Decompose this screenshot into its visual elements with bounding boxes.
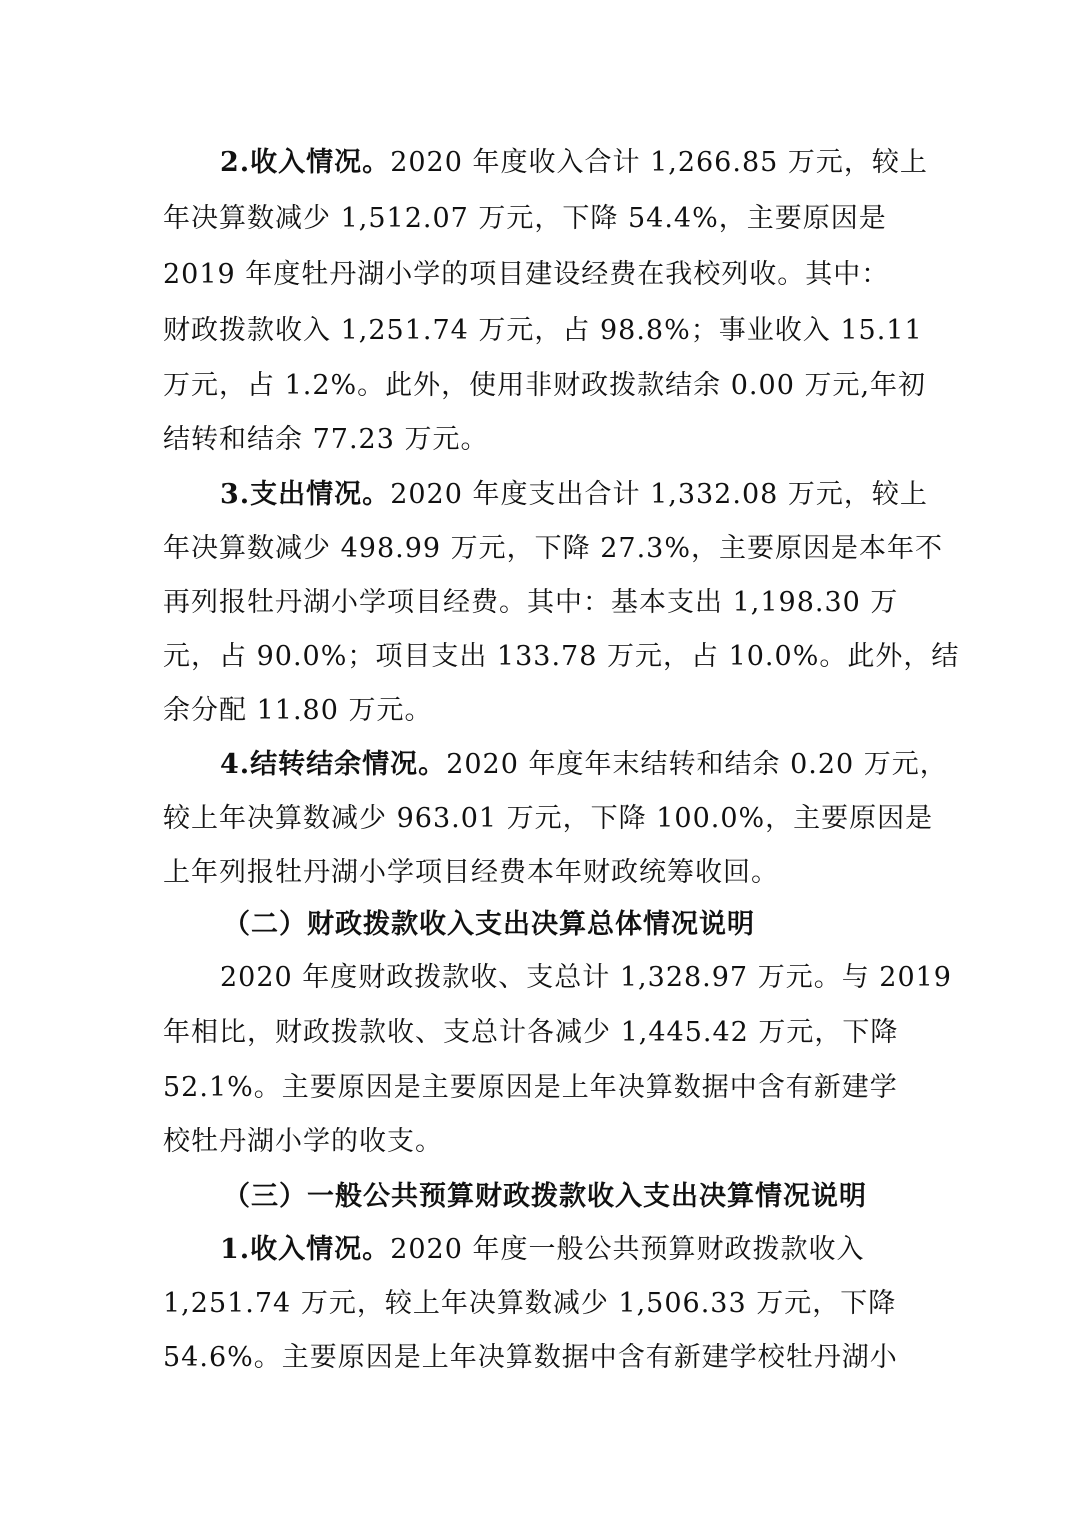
- general-income-text-1: 2020 年度一般公共预算财政拨款收入: [390, 1234, 865, 1265]
- balance-text-1: 2020 年度年末结转和结余 0.20 万元，: [446, 749, 948, 780]
- balance-lead: 4.结转结余情况。: [220, 749, 447, 780]
- paragraph-income-line-3: 2019 年度牡丹湖小学的项目建设经费在我校列收。其中：: [163, 259, 890, 290]
- expense-text-1: 2020 年度支出合计 1,332.08 万元，较上: [390, 479, 928, 510]
- paragraph-income-line-1: [220, 143, 928, 183]
- paragraph-fiscal-total-line-1: 2020 年度财政拨款收、支总计 1,328.97 万元。与 2019: [220, 962, 952, 993]
- general-income-lead: 1.收入情况。: [220, 1234, 391, 1265]
- paragraph-income-line-4: 财政拨款收入 1,251.74 万元，占 98.8%；事业收入 15.11: [163, 315, 923, 346]
- paragraph-expense-line-2: 年决算数减少 498.99 万元，下降 27.3%，主要原因是本年不: [163, 533, 943, 564]
- paragraph-general-income-line-2: 1,251.74 万元，较上年决算数减少 1,506.33 万元，下降: [163, 1288, 897, 1319]
- income-text-1: 2020 年度收入合计 1,266.85 万元，较上: [390, 147, 928, 178]
- expense-lead: 3.支出情况。: [220, 479, 391, 510]
- paragraph-income-line-5: 万元，占 1.2%。此外，使用非财政拨款结余 0.00 万元,年初: [163, 370, 927, 401]
- paragraph-income-line-6: 结转和结余 77.23 万元。: [163, 424, 489, 455]
- paragraph-fiscal-total-line-4: 校牡丹湖小学的收支。: [163, 1126, 443, 1157]
- section-heading-2: （二）财政拨款收入支出决算总体情况说明: [223, 909, 755, 940]
- paragraph-fiscal-total-line-2: 年相比，财政拨款收、支总计各减少 1,445.42 万元，下降: [163, 1017, 899, 1048]
- paragraph-balance-line-1: [220, 745, 948, 785]
- paragraph-fiscal-total-line-3: 52.1%。主要原因是主要原因是上年决算数据中含有新建学: [163, 1072, 898, 1103]
- paragraph-balance-line-2: 较上年决算数减少 963.01 万元，下降 100.0%，主要原因是: [163, 803, 934, 834]
- paragraph-expense-line-1: [220, 475, 928, 515]
- paragraph-balance-line-3: 上年列报牡丹湖小学项目经费本年财政统筹收回。: [163, 857, 779, 888]
- section-heading-3: （三）一般公共预算财政拨款收入支出决算情况说明: [223, 1181, 867, 1212]
- paragraph-expense-line-4: 元，占 90.0%；项目支出 133.78 万元，占 10.0%。此外，结: [163, 641, 960, 672]
- paragraph-general-income-line-1: [220, 1230, 864, 1270]
- paragraph-expense-line-5: 余分配 11.80 万元。: [163, 695, 433, 726]
- paragraph-expense-line-3: 再列报牡丹湖小学项目经费。其中：基本支出 1,198.30 万: [163, 587, 899, 618]
- paragraph-general-income-line-3: 54.6%。主要原因是上年决算数据中含有新建学校牡丹湖小: [163, 1342, 898, 1373]
- paragraph-income-line-2: 年决算数减少 1,512.07 万元，下降 54.4%，主要原因是: [163, 203, 887, 234]
- income-lead: 2.收入情况。: [220, 147, 391, 178]
